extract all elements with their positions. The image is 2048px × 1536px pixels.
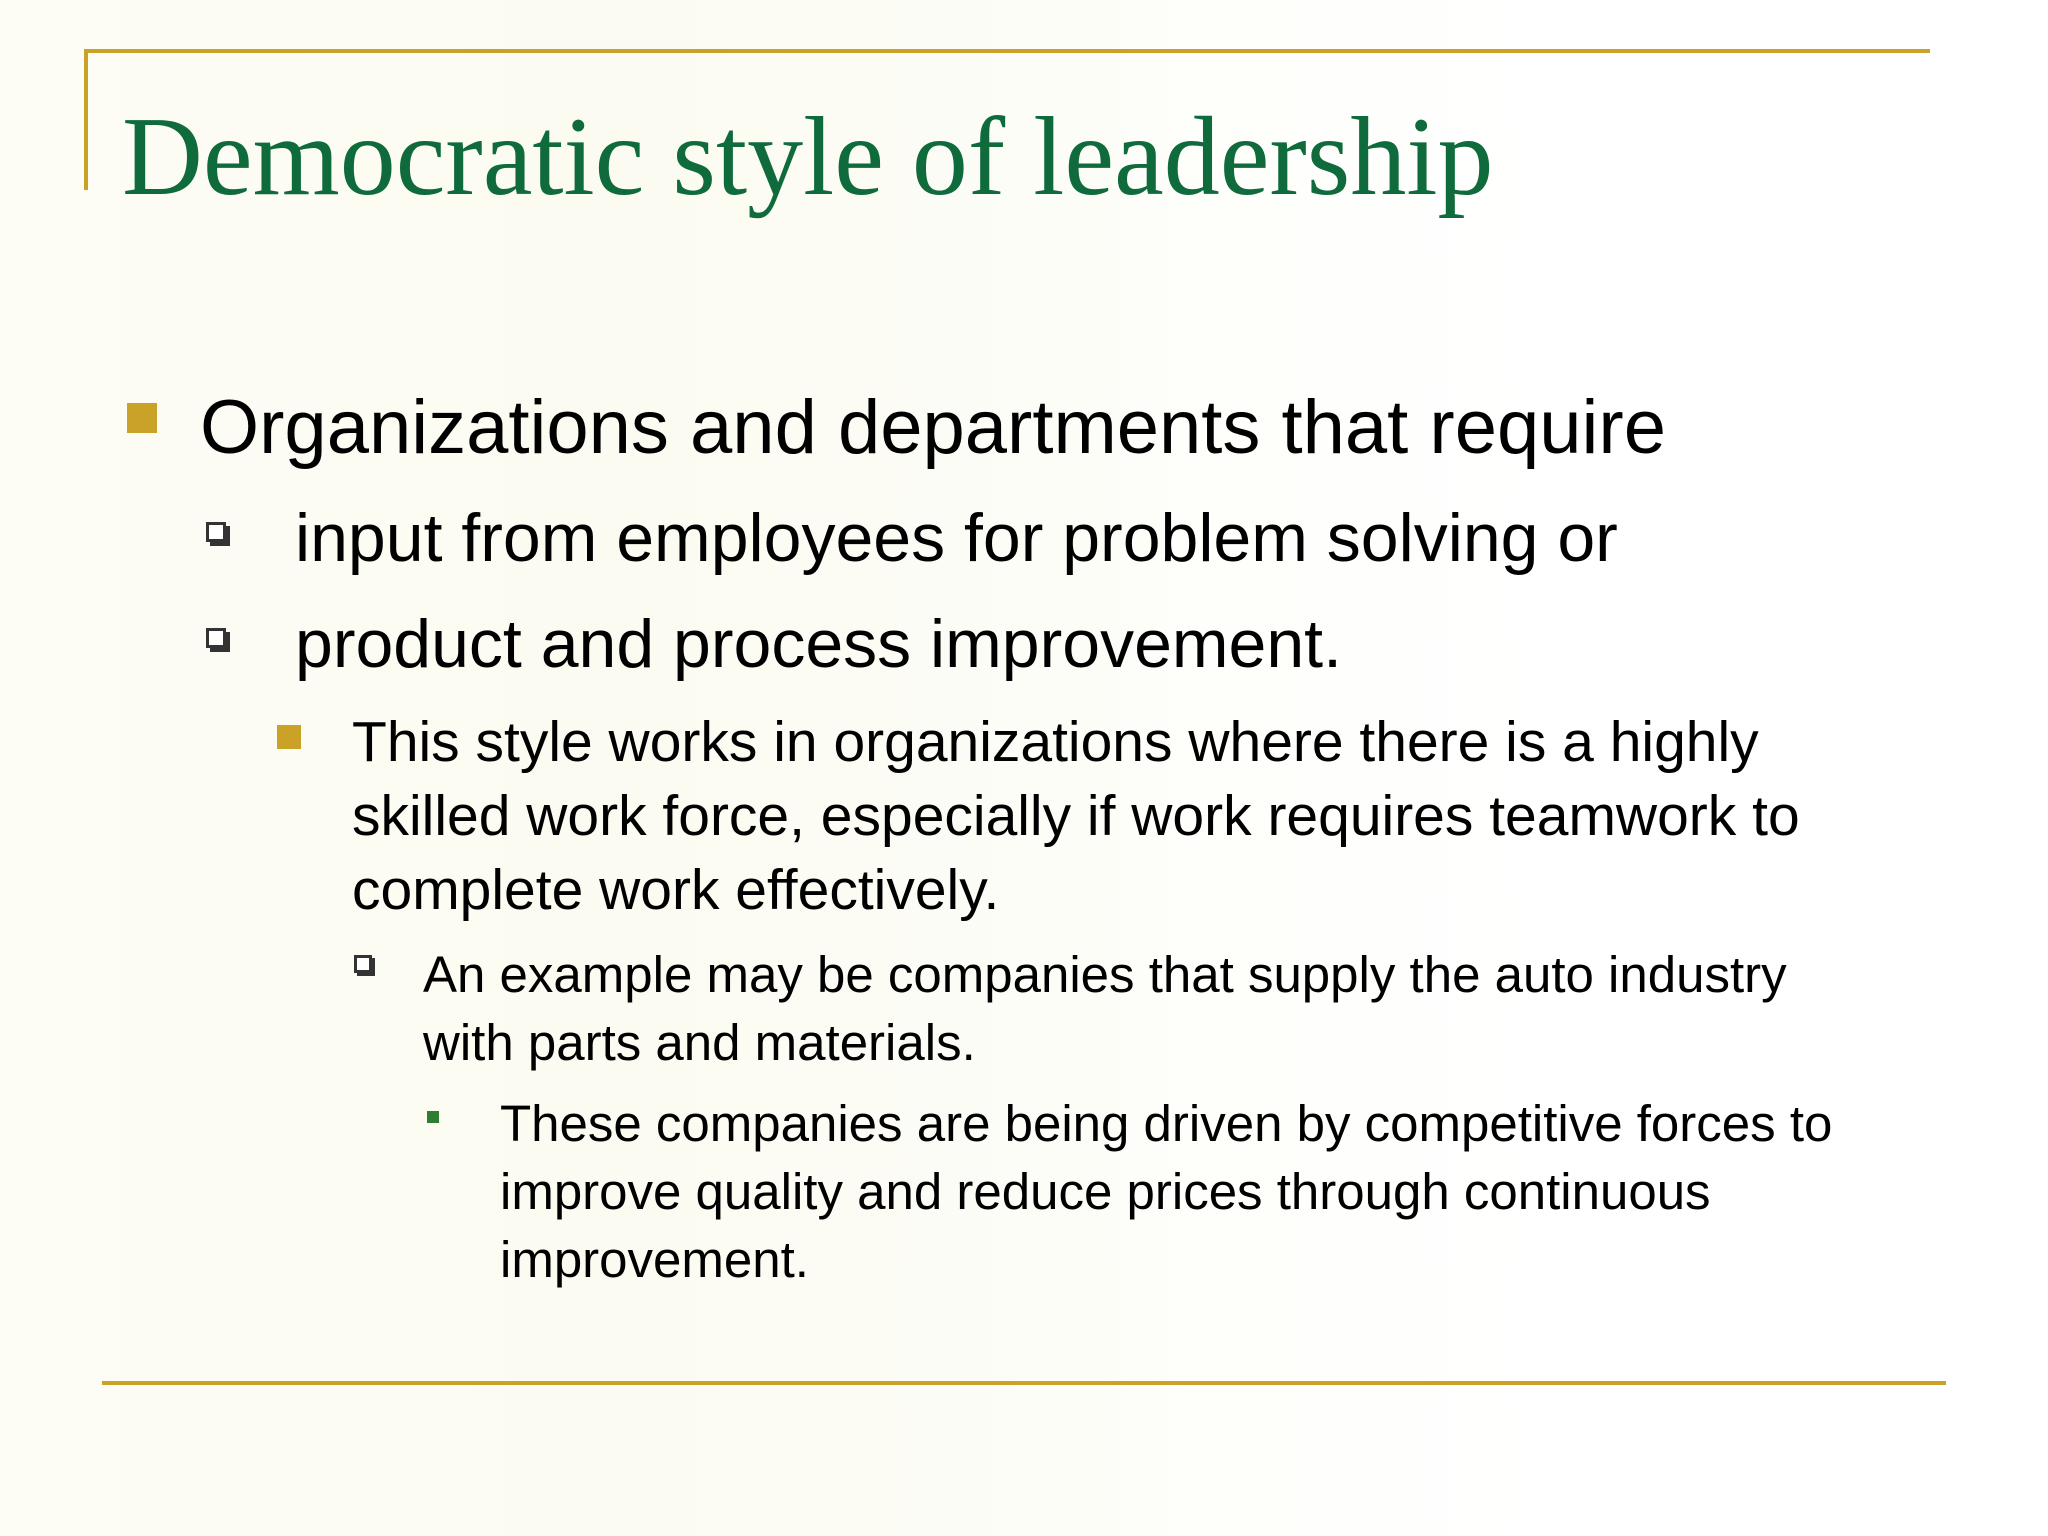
hollow-box-bullet-icon (354, 955, 372, 973)
square-bullet-icon (127, 403, 157, 433)
small-square-bullet-icon (427, 1111, 439, 1123)
bullet-text: This style works in organizations where there is a highly skilled work force, especially if work requires teamwork to complete work effectively. (352, 710, 1800, 922)
hollow-box-bullet-icon (206, 522, 226, 542)
bullet-level-2 (295, 498, 1935, 578)
bullet-text: Organizations and departments that require (200, 385, 1666, 470)
bullet-text: product and process improvement. (295, 606, 1342, 682)
bullet-text: These companies are being driven by competitive forces to improve quality and reduce prices through continuous improvement. (500, 1095, 1833, 1288)
bullet-level-1 (200, 384, 1920, 472)
bullet-level-5 (500, 1090, 1880, 1294)
slide-title: Democratic style of leadership (122, 95, 1494, 219)
bullet-text: input from employees for problem solving or (295, 500, 1618, 576)
square-bullet-icon (277, 725, 301, 749)
hollow-box-bullet-icon (206, 628, 226, 648)
bullet-text: An example may be companies that supply the auto industry with parts and materials. (423, 946, 1787, 1071)
bullet-level-3 (352, 705, 1932, 927)
bullet-level-2 (295, 604, 1935, 684)
bullet-level-4 (423, 941, 1883, 1077)
